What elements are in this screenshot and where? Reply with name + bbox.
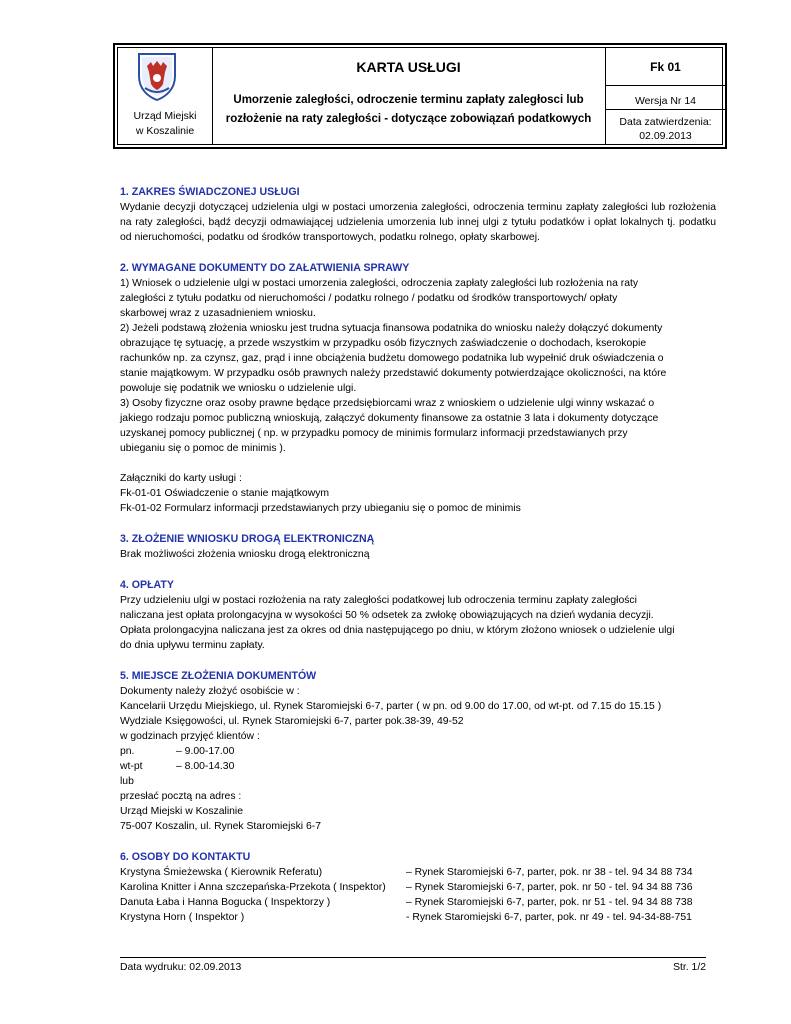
section-fees xyxy=(120,577,716,653)
text-line: stanie majątkowym. W przypadku osób prawnych należy przedstawić dokumenty potwierdzające okoliczności, na które xyxy=(120,368,667,379)
service-subtitle: Umorzenie zaległości, odroczenie terminu zapłaty zaległosci lub rozłożenie na raty zaległości - dotyczące zobowiązań podatkowych xyxy=(225,94,592,125)
section-scope xyxy=(120,184,716,245)
section-heading: 3. ZŁOŻENIE WNIOSKU DROGĄ ELEKTRONICZNĄ xyxy=(120,533,375,545)
attachments-label: Załączniki do karty usługi : xyxy=(120,473,242,484)
text-line: 2) Jeżeli podstawą złożenia wniosku jest trudna sytuacja finansowa podatnika do wniosku należy dołączyć dokumenty xyxy=(120,323,663,334)
text-line: zaległości z tytułu podatku od nieruchomości / podatku rolnego / podatku od środków transportowych/ opłaty xyxy=(120,293,618,304)
print-date: Data wydruku: 02.09.2013 xyxy=(120,962,242,973)
hours-row xyxy=(120,744,234,759)
office-hours-table xyxy=(120,744,234,774)
text-line: jakiego rodzaju pomoc publiczną wnioskują, załączyć dokumenty finansowe za ostatnie 3 lata i dokumenty dotyczące xyxy=(120,413,659,424)
text-line: powoluje się podatnik we wniosku o udzielenie ulgi. xyxy=(120,383,357,394)
text-line: w godzinach przyjęć klientów : xyxy=(120,731,260,742)
hours-time: – 8.00-14.30 xyxy=(176,761,235,772)
section-contacts xyxy=(120,849,716,925)
attachment-item: Fk-01-02 Formularz informacji przedstawianych przy ubieganiu się o pomoc de minimis xyxy=(120,503,521,514)
page-number: Str. 1/2 xyxy=(673,962,706,973)
contacts-table xyxy=(120,865,692,925)
text-line: Opłata prolongacyjna naliczana jest za okres od dnia następującego po dniu, w którym złożono wniosek o udzielenie ulgi xyxy=(120,625,675,636)
contact-details: – Rynek Staromiejski 6-7, parter, pok. nr 38 - tel. 94 34 88 734 xyxy=(406,867,693,878)
text-line: 1) Wniosek o udzielenie ulgi w postaci umorzenia zaległości, odroczenia zapłaty zaległości lub rozłożenia na raty xyxy=(120,278,639,289)
hours-day: pn. xyxy=(120,746,135,757)
approval-date: Data zatwierdzenia: 02.09.2013 xyxy=(619,116,712,142)
section-submission-place xyxy=(120,668,716,834)
section-required-documents xyxy=(120,260,716,516)
section-heading: 1. ZAKRES ŚWIADCZONEJ USŁUGI xyxy=(120,186,300,198)
section-heading: 4. OPŁATY xyxy=(120,579,174,591)
hours-row xyxy=(120,759,234,774)
hours-time: – 9.00-17.00 xyxy=(176,746,235,757)
text-line: uzyskanej pomocy publicznej ( np. w przypadku pomocy de minimis formularz informacji przedstawianych przy xyxy=(120,428,628,439)
section-electronic-submission xyxy=(120,531,716,562)
attachment-item: Fk-01-01 Oświadczenie o stanie majątkowym xyxy=(120,488,330,499)
text-line: skarbowej wraz z uzasadnieniem wniosku. xyxy=(120,308,316,319)
contact-details: - Rynek Staromiejski 6-7, parter, pok. nr 49 - tel. 94-34-88-751 xyxy=(406,912,692,923)
text-line: Kancelarii Urzędu Miejskiego, ul. Rynek Staromiejski 6-7, parter ( w pn. od 9.00 do 17.00, od wt-pt. od 7.15 do 15.15 ) xyxy=(120,701,662,712)
contact-name: Krystyna Horn ( Inspektor ) xyxy=(120,912,245,923)
contact-row xyxy=(120,895,692,910)
text-line: ubieganiu się o pomoc de minimis ). xyxy=(120,443,286,454)
section-text: Wydanie decyzji dotyczącej udzielenia ulgi w postaci umorzenia zaległości, odroczenia terminu zapłaty zaległości lub rozłożenia na raty zaległości, bądź decyzji odmawiającej udzielenia umorzenia lub innej ulgi z tytułu podatków i opłat lokalnych tj. podatku od nieruchomości, podatku od środków transportowych, podatku rolnego, opłaty skarbowej. xyxy=(120,202,716,243)
page-footer xyxy=(120,957,706,973)
contact-name: Karolina Knitter i Anna szczepańska-Przekota ( Inspektor) xyxy=(120,882,386,893)
text-line: 75-007 Koszalin, ul. Rynek Staromiejski 6-7 xyxy=(120,821,321,832)
section-heading: 5. MIEJSCE ZŁOŻENIA DOKUMENTÓW xyxy=(120,670,317,682)
card-title: KARTA USŁUGI xyxy=(356,59,461,75)
section-text: Brak możliwości złożenia wniosku drogą elektroniczną xyxy=(120,549,370,560)
text-line: 3) Osoby fizyczne oraz osoby prawne będące przedsiębiorcami wraz z wnioskiem o udzielenie ulgi winny wskazać o xyxy=(120,398,655,409)
text-line: naliczana jest opłata prolongacyjna w wysokości 50 % odsetek za zwłokę obowiązujących na dzień wydania decyzji. xyxy=(120,610,654,621)
header-box xyxy=(113,43,727,149)
coat-of-arms-icon xyxy=(137,52,177,102)
text-line: Dokumenty należy złożyć osobiście w : xyxy=(120,686,300,697)
contact-name: Krystyna Śmieżewska ( Kierownik Referatu) xyxy=(120,867,323,878)
requirements-text xyxy=(120,276,716,456)
text-line: przesłać pocztą na adres : xyxy=(120,791,242,802)
office-name: Urząd Miejski w Koszalinie xyxy=(133,110,197,137)
contact-details: – Rynek Staromiejski 6-7, parter, pok. nr 51 - tel. 94 34 88 738 xyxy=(406,897,693,908)
document-body xyxy=(120,184,716,940)
contact-row xyxy=(120,910,692,925)
hours-day: wt-pt xyxy=(120,761,143,772)
text-line: obrazujące tę sytuację, a przede wszystkim w przypadku osób fizycznych zaświadczenie o dochodach, kserokopie xyxy=(120,338,647,349)
contact-row xyxy=(120,880,692,895)
contact-row xyxy=(120,865,692,880)
text-line: Wydziale Księgowości, ul. Rynek Staromiejski 6-7, parter pok.38-39, 49-52 xyxy=(120,716,464,727)
text-line: Urząd Miejski w Koszalinie xyxy=(120,806,243,817)
text-line: rachunków np. za czynsz, gaz, prąd i inne obciążenia budżetu domowego podatnika lub wypełnić druk oświadczenia o xyxy=(120,353,664,364)
text-line: do dnia upływu terminu zapłaty. xyxy=(120,640,265,651)
text-line: lub xyxy=(120,776,134,787)
version-label: Wersja Nr 14 xyxy=(634,95,697,107)
contact-name: Danuta Łaba i Hanna Bogucka ( Inspektorzy ) xyxy=(120,897,331,908)
card-code: Fk 01 xyxy=(650,60,681,74)
section-heading: 2. WYMAGANE DOKUMENTY DO ZAŁATWIENIA SPRAWY xyxy=(120,262,410,274)
section-heading: 6. OSOBY DO KONTAKTU xyxy=(120,851,251,863)
text-line: Przy udzieleniu ulgi w postaci rozłożenia na raty zaległości podatkowej lub odroczenia terminu zapłaty zaległości xyxy=(120,595,637,606)
contact-details: – Rynek Staromiejski 6-7, parter, pok. nr 50 - tel. 94 34 88 736 xyxy=(406,882,693,893)
